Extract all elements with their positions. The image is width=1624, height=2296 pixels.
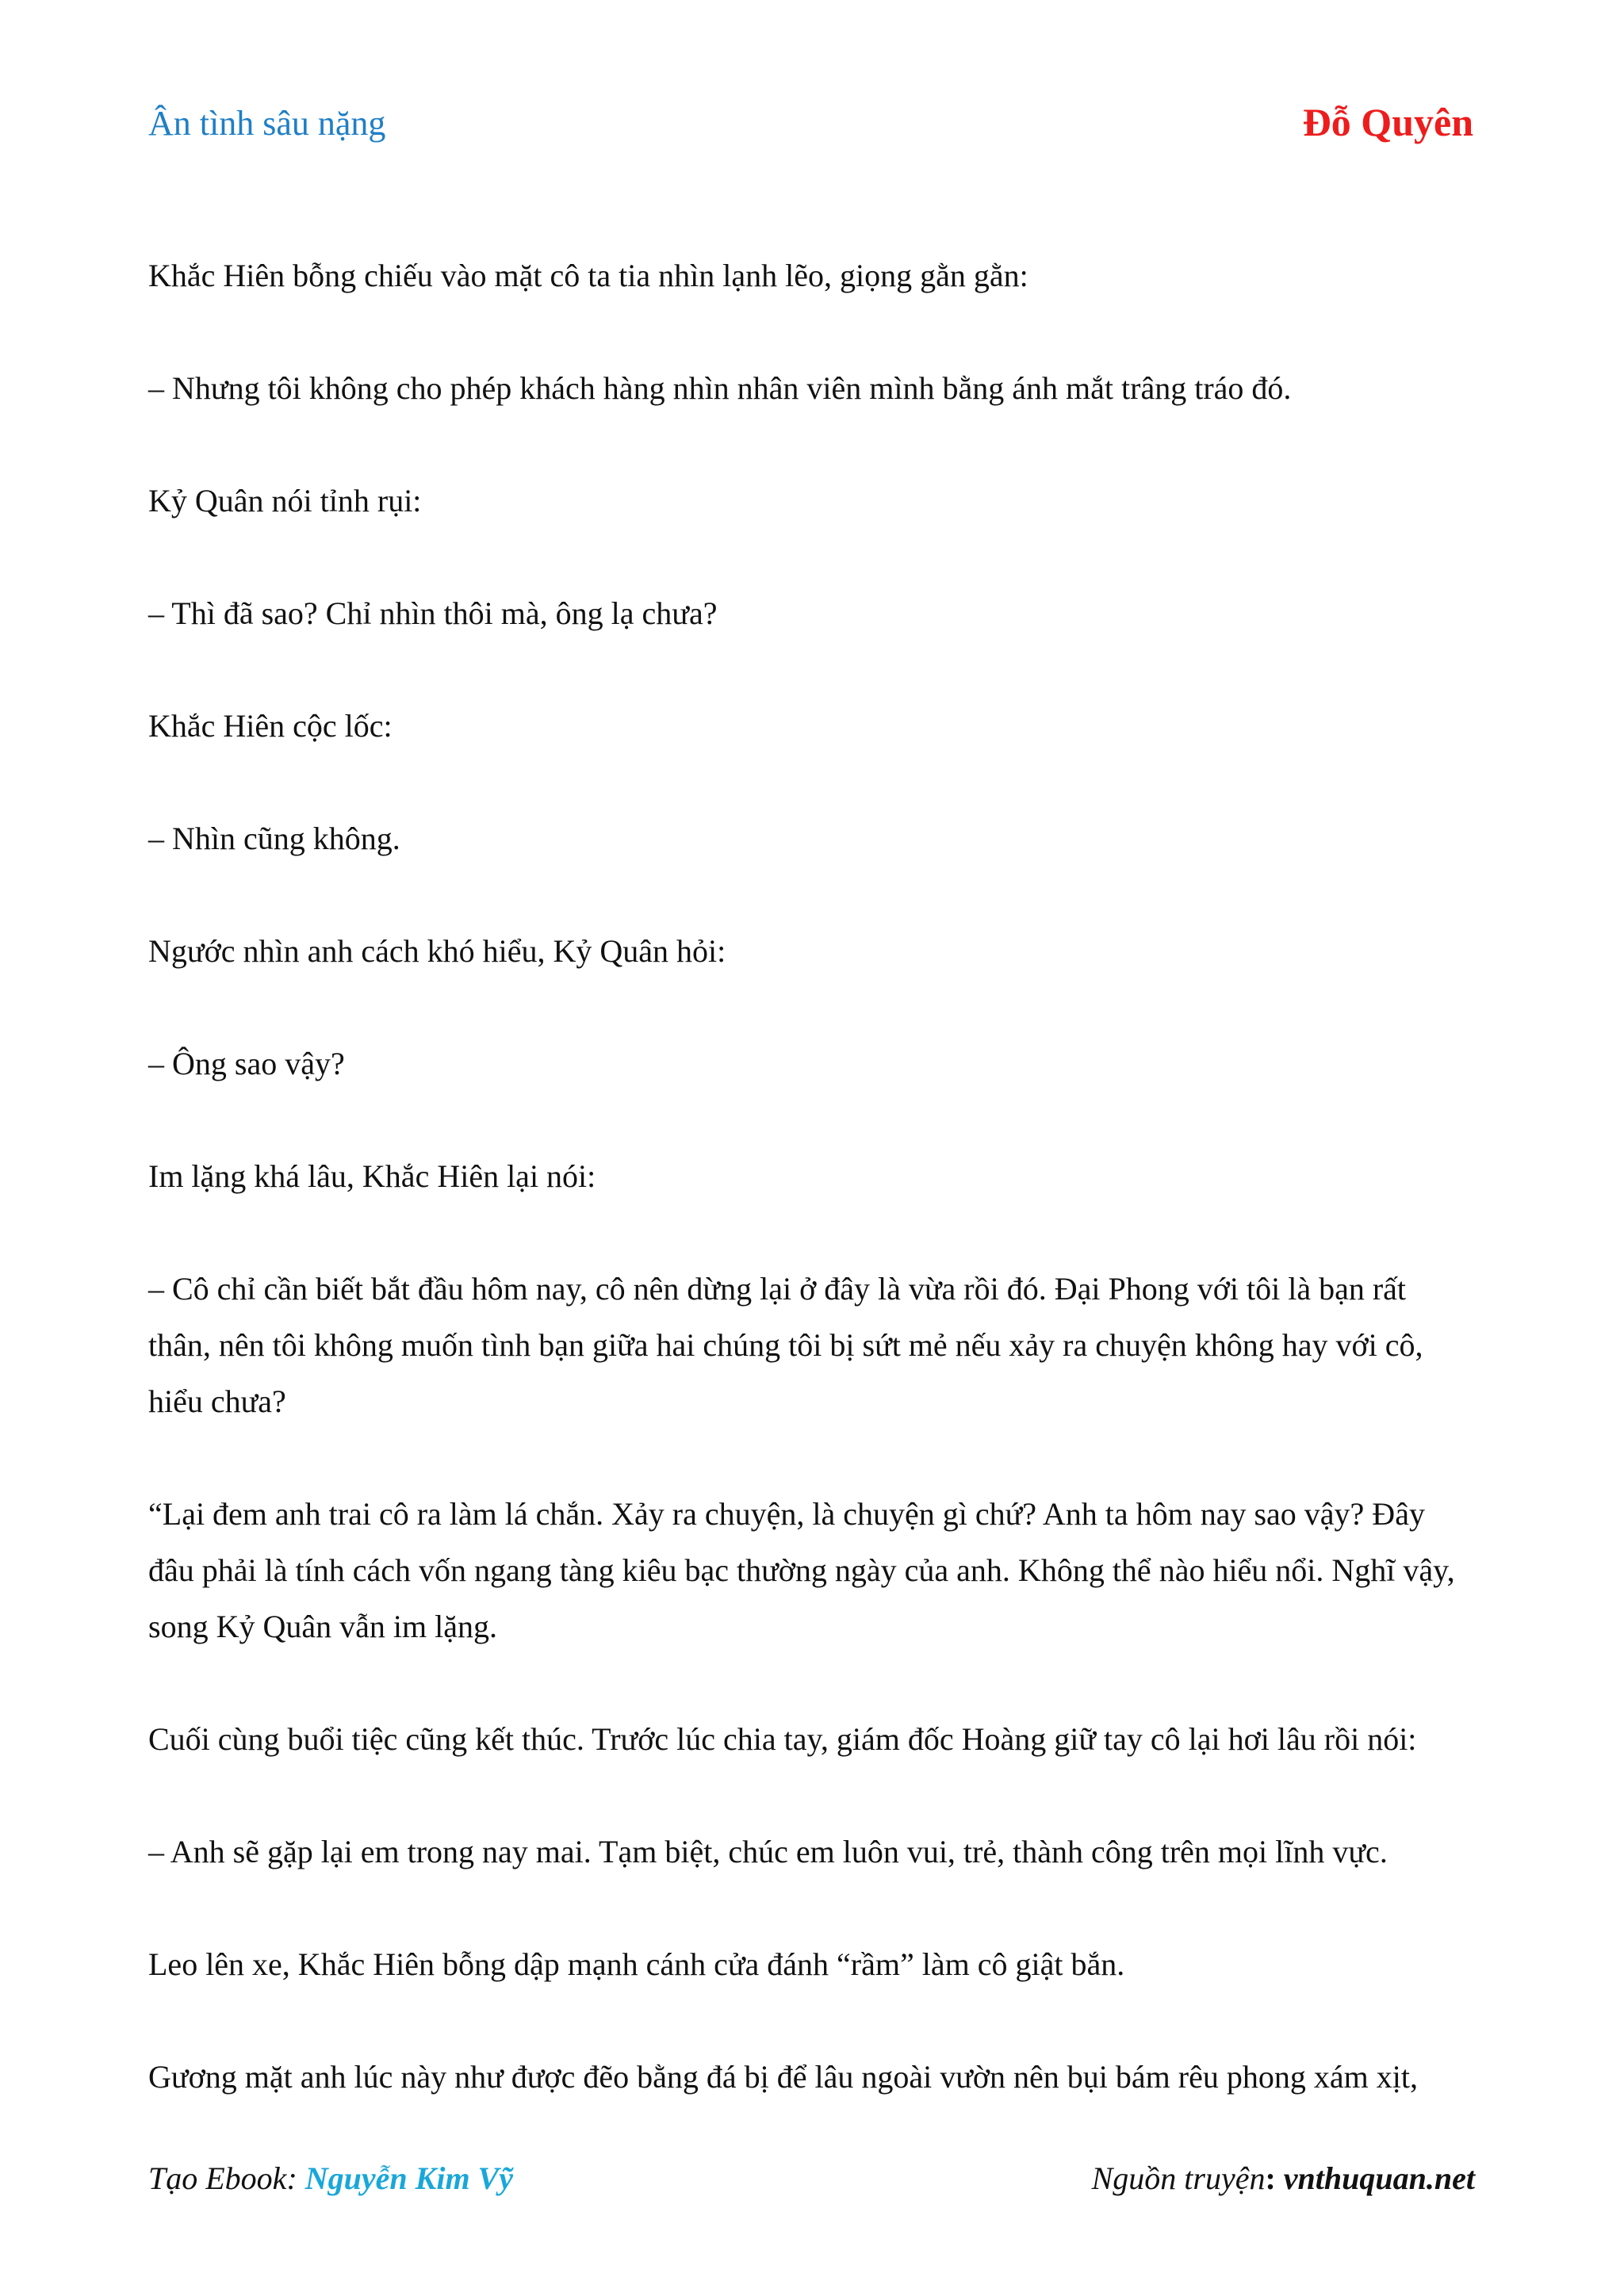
paragraph: “Lại đem anh trai cô ra làm lá chắn. Xảy ra chuyện, là chuyện gì chứ? Anh ta hôm nay sao vậy? Đây đâu phải là tính cách vốn ngang tàng kiêu bạc thường ngày của anh. Không thể nào hiểu nổi. Nghĩ vậy, song Kỷ Quân vẫn im lặng. [148,1496,1455,1644]
ebook-colon: : [286,2160,305,2196]
paragraph: Im lặng khá lâu, Khắc Hiên lại nói: [148,1158,596,1194]
source-colon: : [1265,2160,1284,2196]
paragraph: Khắc Hiên bỗng chiếu vào mặt cô ta tia nhìn lạnh lẽo, giọng gằn gằn: [148,258,1028,293]
paragraph: – Anh sẽ gặp lại em trong nay mai. Tạm biệt, chúc em luôn vui, trẻ, thành công trên mọi lĩnh vực. [148,1834,1388,1869]
author-name: Đỗ Quyên [1302,100,1473,144]
paragraph: Cuối cùng buổi tiệc cũng kết thúc. Trước lúc chia tay, giám đốc Hoàng giữ tay cô lại hơi lâu rồi nói: [148,1721,1417,1757]
paragraph: Leo lên xe, Khắc Hiên bỗng dập mạnh cánh cửa đánh “rầm” làm cô giật bắn. [148,1946,1125,1982]
ebook-label: Tạo Ebook [148,2160,287,2196]
ebook-creator: Nguyễn Kim Vỹ [304,2160,513,2196]
source-site: vnthuquan.net [1283,2160,1475,2196]
paragraph: – Thì đã sao? Chỉ nhìn thôi mà, ông lạ chưa? [148,595,718,631]
paragraph: – Nhìn cũng không. [148,821,400,856]
book-title: Ân tình sâu nặng [148,104,386,143]
story-body [148,247,1474,2105]
paragraph: Ngước nhìn anh cách khó hiểu, Kỷ Quân hỏi: [148,933,726,969]
source-label: Nguồn truyện [1091,2160,1266,2196]
source-credit [1092,2156,1475,2201]
paragraph: Gương mặt anh lúc này như được đẽo bằng đá bị để lâu ngoài vườn nên bụi bám rêu phong xám xịt, [148,2059,1418,2095]
paragraph: – Cô chỉ cần biết bắt đầu hôm nay, cô nên dừng lại ở đây là vừa rồi đó. Đại Phong với tôi là bạn rất thân, nên tôi không muốn tình bạn giữa hai chúng tôi bị sứt mẻ nếu xảy ra chuyện không hay với cô, hiểu chưa? [148,1271,1423,1419]
paragraph: – Ông sao vậy? [148,1046,345,1081]
paragraph: Kỷ Quân nói tỉnh rụi: [148,483,422,519]
ebook-credit [148,2156,513,2201]
paragraph: – Nhưng tôi không cho phép khách hàng nhìn nhân viên mình bằng ánh mắt trâng tráo đó. [148,370,1292,406]
paragraph: Khắc Hiên cộc lốc: [148,708,393,744]
